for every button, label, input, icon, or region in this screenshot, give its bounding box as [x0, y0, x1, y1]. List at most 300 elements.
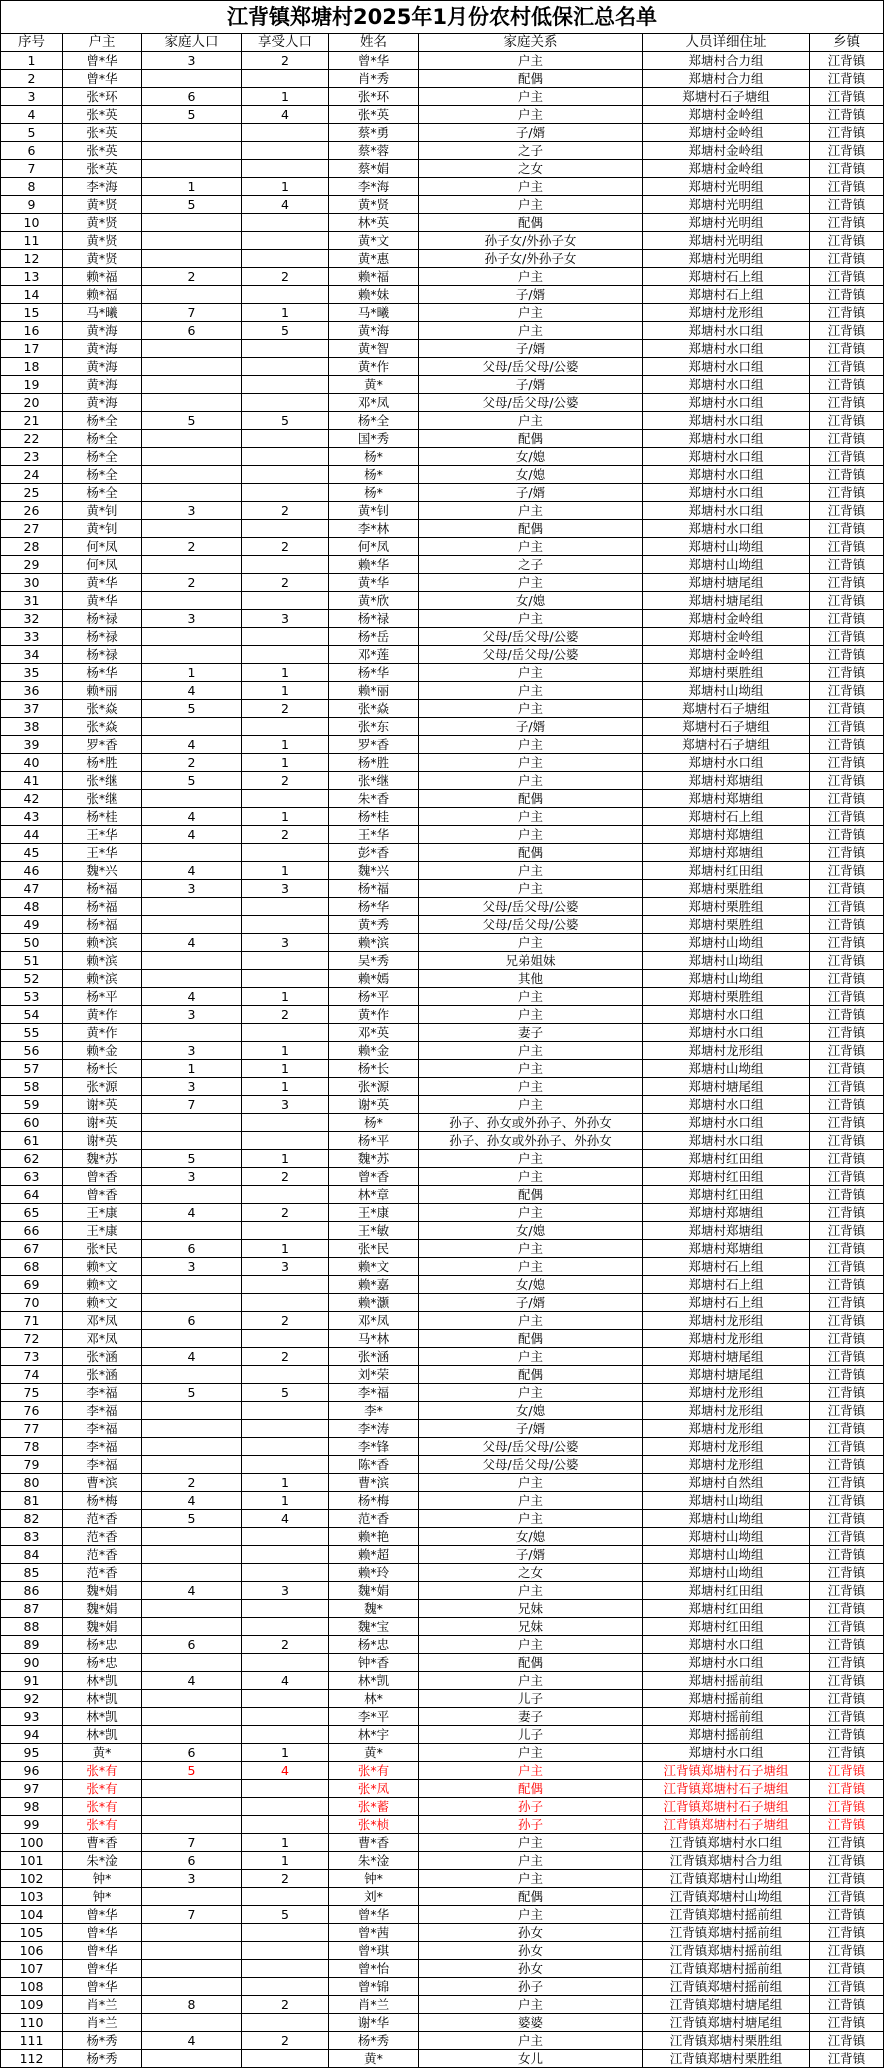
cell-name: 杨*福 — [329, 880, 419, 898]
cell-relation: 之子 — [419, 142, 643, 160]
cell-name: 曾*锦 — [329, 1978, 419, 1996]
cell-household-head: 钟* — [63, 1888, 142, 1906]
cell-no: 17 — [1, 340, 63, 358]
cell-address: 郑塘村塘尾组 — [643, 1348, 810, 1366]
cell-town: 江背镇 — [810, 394, 884, 412]
cell-benefit-count — [242, 1618, 329, 1636]
cell-address: 郑塘村郑塘组 — [643, 826, 810, 844]
table-row — [1, 628, 884, 646]
cell-address: 郑塘村金岭组 — [643, 646, 810, 664]
cell-household-head: 李*海 — [63, 178, 142, 196]
cell-family-size: 7 — [142, 304, 242, 322]
cell-address: 江背镇郑塘村山坳组 — [643, 1870, 810, 1888]
cell-name: 赖*文 — [329, 1258, 419, 1276]
cell-family-size: 5 — [142, 1384, 242, 1402]
cell-address: 郑塘村水口组 — [643, 1132, 810, 1150]
cell-address: 郑塘村郑塘组 — [643, 1204, 810, 1222]
cell-family-size — [142, 340, 242, 358]
cell-name: 邓*凤 — [329, 394, 419, 412]
cell-name: 李*涛 — [329, 1420, 419, 1438]
cell-address: 郑塘村塘尾组 — [643, 574, 810, 592]
cell-town: 江背镇 — [810, 934, 884, 952]
cell-household-head: 王*康 — [63, 1204, 142, 1222]
cell-benefit-count: 1 — [242, 1474, 329, 1492]
cell-name: 曾*华 — [329, 1906, 419, 1924]
cell-address: 郑塘村龙形组 — [643, 1438, 810, 1456]
cell-relation: 户主 — [419, 1852, 643, 1870]
cell-name: 赖*嫣 — [329, 970, 419, 988]
cell-town: 江背镇 — [810, 826, 884, 844]
cell-family-size — [142, 124, 242, 142]
cell-relation: 孙子女/外孙子女 — [419, 232, 643, 250]
cell-relation: 户主 — [419, 682, 643, 700]
cell-family-size: 6 — [142, 1636, 242, 1654]
cell-address: 郑塘村郑塘组 — [643, 1222, 810, 1240]
cell-no: 5 — [1, 124, 63, 142]
cell-no: 38 — [1, 718, 63, 736]
cell-household-head: 曾*华 — [63, 1924, 142, 1942]
cell-family-size: 5 — [142, 196, 242, 214]
table-row — [1, 754, 884, 772]
cell-address: 郑塘村石上组 — [643, 1294, 810, 1312]
cell-address: 郑塘村栗胜组 — [643, 988, 810, 1006]
cell-relation: 儿子 — [419, 1690, 643, 1708]
cell-town: 江背镇 — [810, 196, 884, 214]
cell-town: 江背镇 — [810, 1600, 884, 1618]
cell-name: 蔡*蓉 — [329, 142, 419, 160]
cell-household-head: 杨*忠 — [63, 1654, 142, 1672]
header-benefit-count: 享受人口 — [242, 34, 329, 52]
cell-town: 江背镇 — [810, 160, 884, 178]
cell-relation: 女/媳 — [419, 448, 643, 466]
cell-name: 张*东 — [329, 718, 419, 736]
cell-address: 郑塘村水口组 — [643, 502, 810, 520]
cell-no: 6 — [1, 142, 63, 160]
cell-no: 36 — [1, 682, 63, 700]
cell-relation: 户主 — [419, 178, 643, 196]
table-row — [1, 1600, 884, 1618]
cell-no: 2 — [1, 70, 63, 88]
table-row — [1, 574, 884, 592]
cell-relation: 配偶 — [419, 520, 643, 538]
cell-name: 谢*华 — [329, 2014, 419, 2032]
cell-household-head: 魏*兴 — [63, 862, 142, 880]
cell-benefit-count: 2 — [242, 1348, 329, 1366]
cell-address: 郑塘村水口组 — [643, 1636, 810, 1654]
cell-town: 江背镇 — [810, 106, 884, 124]
header-family-size: 家庭人口 — [142, 34, 242, 52]
cell-benefit-count — [242, 1888, 329, 1906]
cell-relation: 父母/岳父母/公婆 — [419, 1438, 643, 1456]
cell-family-size: 6 — [142, 1312, 242, 1330]
cell-household-head: 黄*钊 — [63, 520, 142, 538]
cell-town: 江背镇 — [810, 286, 884, 304]
table-row — [1, 1834, 884, 1852]
table-row — [1, 88, 884, 106]
cell-name: 李*福 — [329, 1384, 419, 1402]
cell-address: 郑塘村山坳组 — [643, 934, 810, 952]
cell-no: 19 — [1, 376, 63, 394]
table-row — [1, 862, 884, 880]
cell-household-head: 范*香 — [63, 1510, 142, 1528]
table-row — [1, 1222, 884, 1240]
cell-benefit-count: 5 — [242, 322, 329, 340]
cell-address: 江背镇郑塘村摇前组 — [643, 1906, 810, 1924]
cell-family-size: 3 — [142, 1006, 242, 1024]
cell-name: 钟* — [329, 1870, 419, 1888]
cell-address: 江背镇郑塘村合力组 — [643, 1852, 810, 1870]
table-row — [1, 790, 884, 808]
cell-relation: 户主 — [419, 1492, 643, 1510]
cell-town: 江背镇 — [810, 1042, 884, 1060]
cell-town: 江背镇 — [810, 340, 884, 358]
cell-relation: 户主 — [419, 1006, 643, 1024]
cell-relation: 配偶 — [419, 1780, 643, 1798]
cell-no: 69 — [1, 1276, 63, 1294]
cell-family-size: 2 — [142, 538, 242, 556]
cell-name: 陈*香 — [329, 1456, 419, 1474]
cell-no: 33 — [1, 628, 63, 646]
cell-family-size — [142, 916, 242, 934]
cell-relation: 兄弟姐妹 — [419, 952, 643, 970]
cell-benefit-count — [242, 1600, 329, 1618]
cell-town: 江背镇 — [810, 1870, 884, 1888]
table-row — [1, 1690, 884, 1708]
cell-household-head: 林*凯 — [63, 1726, 142, 1744]
cell-town: 江背镇 — [810, 772, 884, 790]
cell-address: 郑塘村塘尾组 — [643, 592, 810, 610]
cell-benefit-count: 2 — [242, 52, 329, 70]
cell-family-size — [142, 142, 242, 160]
cell-no: 80 — [1, 1474, 63, 1492]
cell-household-head: 林*凯 — [63, 1690, 142, 1708]
cell-address: 郑塘村山坳组 — [643, 1564, 810, 1582]
cell-family-size: 2 — [142, 754, 242, 772]
cell-benefit-count: 2 — [242, 1312, 329, 1330]
cell-household-head: 杨*禄 — [63, 610, 142, 628]
cell-household-head: 林*凯 — [63, 1672, 142, 1690]
table-row — [1, 304, 884, 322]
table-row — [1, 1276, 884, 1294]
cell-household-head: 赖*丽 — [63, 682, 142, 700]
table-row — [1, 988, 884, 1006]
cell-no: 27 — [1, 520, 63, 538]
table-row — [1, 1438, 884, 1456]
cell-benefit-count: 5 — [242, 1384, 329, 1402]
cell-no: 22 — [1, 430, 63, 448]
table-row — [1, 1978, 884, 1996]
cell-household-head: 何*凤 — [63, 556, 142, 574]
cell-address: 郑塘村水口组 — [643, 376, 810, 394]
cell-benefit-count: 1 — [242, 304, 329, 322]
table-row — [1, 772, 884, 790]
cell-household-head: 黄*贤 — [63, 196, 142, 214]
table-row — [1, 1780, 884, 1798]
cell-household-head: 张*有 — [63, 1816, 142, 1834]
cell-relation: 孙子 — [419, 1816, 643, 1834]
cell-family-size: 4 — [142, 1348, 242, 1366]
cell-benefit-count — [242, 142, 329, 160]
cell-no: 77 — [1, 1420, 63, 1438]
cell-name: 黄*智 — [329, 340, 419, 358]
cell-town: 江背镇 — [810, 1528, 884, 1546]
cell-town: 江背镇 — [810, 700, 884, 718]
cell-no: 35 — [1, 664, 63, 682]
cell-benefit-count: 4 — [242, 1510, 329, 1528]
cell-town: 江背镇 — [810, 502, 884, 520]
cell-family-size: 4 — [142, 682, 242, 700]
cell-family-size — [142, 2050, 242, 2068]
cell-town: 江背镇 — [810, 1168, 884, 1186]
cell-town: 江背镇 — [810, 1096, 884, 1114]
cell-no: 31 — [1, 592, 63, 610]
table-row — [1, 700, 884, 718]
cell-no: 75 — [1, 1384, 63, 1402]
cell-town: 江背镇 — [810, 1564, 884, 1582]
cell-relation: 妻子 — [419, 1708, 643, 1726]
cell-household-head: 张*继 — [63, 790, 142, 808]
cell-benefit-count: 1 — [242, 1042, 329, 1060]
table-row — [1, 1258, 884, 1276]
cell-name: 张*涵 — [329, 1348, 419, 1366]
cell-town: 江背镇 — [810, 214, 884, 232]
cell-family-size: 8 — [142, 1996, 242, 2014]
table-row — [1, 736, 884, 754]
cell-no: 3 — [1, 88, 63, 106]
cell-name: 邓*英 — [329, 1024, 419, 1042]
cell-name: 魏*苏 — [329, 1150, 419, 1168]
cell-town: 江背镇 — [810, 1924, 884, 1942]
cell-name: 李*锋 — [329, 1438, 419, 1456]
cell-household-head: 赖*滨 — [63, 934, 142, 952]
cell-family-size: 3 — [142, 52, 242, 70]
cell-town: 江背镇 — [810, 304, 884, 322]
table-row — [1, 1510, 884, 1528]
cell-family-size — [142, 1726, 242, 1744]
cell-benefit-count — [242, 1420, 329, 1438]
cell-no: 23 — [1, 448, 63, 466]
cell-household-head: 张*环 — [63, 88, 142, 106]
cell-town: 江背镇 — [810, 1510, 884, 1528]
cell-town: 江背镇 — [810, 790, 884, 808]
table-row — [1, 898, 884, 916]
cell-household-head: 张*英 — [63, 160, 142, 178]
table-row — [1, 394, 884, 412]
table-row — [1, 142, 884, 160]
table-row — [1, 1582, 884, 1600]
table-row — [1, 1654, 884, 1672]
cell-no: 66 — [1, 1222, 63, 1240]
cell-relation: 户主 — [419, 304, 643, 322]
cell-family-size — [142, 1618, 242, 1636]
cell-relation: 户主 — [419, 880, 643, 898]
cell-name: 黄*作 — [329, 358, 419, 376]
cell-no: 64 — [1, 1186, 63, 1204]
cell-town: 江背镇 — [810, 1546, 884, 1564]
cell-no: 100 — [1, 1834, 63, 1852]
cell-no: 51 — [1, 952, 63, 970]
table-row — [1, 826, 884, 844]
cell-benefit-count: 1 — [242, 862, 329, 880]
cell-name: 赖*华 — [329, 556, 419, 574]
table-row — [1, 1960, 884, 1978]
cell-household-head: 邓*凤 — [63, 1312, 142, 1330]
cell-relation: 女/媳 — [419, 466, 643, 484]
cell-name: 杨*长 — [329, 1060, 419, 1078]
cell-town: 江背镇 — [810, 1006, 884, 1024]
cell-name: 杨*华 — [329, 898, 419, 916]
cell-household-head: 范*香 — [63, 1528, 142, 1546]
cell-household-head: 杨*全 — [63, 466, 142, 484]
cell-household-head: 黄*贤 — [63, 214, 142, 232]
cell-benefit-count: 1 — [242, 808, 329, 826]
cell-relation: 户主 — [419, 538, 643, 556]
cell-relation: 配偶 — [419, 1186, 643, 1204]
cell-town: 江背镇 — [810, 682, 884, 700]
cell-family-size: 7 — [142, 1096, 242, 1114]
cell-household-head: 杨*全 — [63, 448, 142, 466]
header-household-head: 户主 — [63, 34, 142, 52]
cell-household-head: 魏*娟 — [63, 1618, 142, 1636]
cell-family-size — [142, 1114, 242, 1132]
cell-address: 郑塘村水口组 — [643, 358, 810, 376]
cell-no: 102 — [1, 1870, 63, 1888]
cell-no: 55 — [1, 1024, 63, 1042]
cell-benefit-count: 1 — [242, 1744, 329, 1762]
cell-name: 魏*宝 — [329, 1618, 419, 1636]
cell-address: 郑塘村摇前组 — [643, 1708, 810, 1726]
cell-name: 杨*岳 — [329, 628, 419, 646]
cell-town: 江背镇 — [810, 1456, 884, 1474]
table-row — [1, 610, 884, 628]
cell-relation: 户主 — [419, 826, 643, 844]
table-row — [1, 1240, 884, 1258]
cell-benefit-count — [242, 466, 329, 484]
cell-family-size — [142, 718, 242, 736]
cell-town: 江背镇 — [810, 1960, 884, 1978]
cell-town: 江背镇 — [810, 250, 884, 268]
table-row — [1, 1870, 884, 1888]
table-row — [1, 1420, 884, 1438]
cell-name: 曾*琪 — [329, 1942, 419, 1960]
cell-address: 郑塘村山坳组 — [643, 1492, 810, 1510]
cell-benefit-count — [242, 628, 329, 646]
cell-address: 郑塘村自然组 — [643, 1474, 810, 1492]
cell-name: 曹*滨 — [329, 1474, 419, 1492]
cell-no: 14 — [1, 286, 63, 304]
table-row — [1, 1816, 884, 1834]
table-row — [1, 106, 884, 124]
cell-relation: 户主 — [419, 1870, 643, 1888]
cell-benefit-count — [242, 1726, 329, 1744]
cell-household-head: 王*华 — [63, 844, 142, 862]
cell-benefit-count — [242, 2050, 329, 2068]
table-row — [1, 1726, 884, 1744]
cell-town: 江背镇 — [810, 1618, 884, 1636]
cell-family-size — [142, 898, 242, 916]
cell-no: 82 — [1, 1510, 63, 1528]
cell-relation: 妻子 — [419, 1024, 643, 1042]
cell-name: 刘*荣 — [329, 1366, 419, 1384]
cell-family-size — [142, 1960, 242, 1978]
cell-name: 黄*文 — [329, 232, 419, 250]
cell-relation: 户主 — [419, 1996, 643, 2014]
cell-name: 黄* — [329, 376, 419, 394]
cell-name: 马*曦 — [329, 304, 419, 322]
table-row — [1, 1060, 884, 1078]
cell-name: 国*秀 — [329, 430, 419, 448]
cell-address: 郑塘村石上组 — [643, 1276, 810, 1294]
cell-relation: 户主 — [419, 1474, 643, 1492]
cell-family-size: 1 — [142, 178, 242, 196]
cell-family-size — [142, 1780, 242, 1798]
cell-benefit-count — [242, 160, 329, 178]
cell-family-size: 2 — [142, 1474, 242, 1492]
cell-family-size — [142, 556, 242, 574]
cell-address: 郑塘村龙形组 — [643, 1330, 810, 1348]
cell-name: 杨* — [329, 1114, 419, 1132]
cell-no: 108 — [1, 1978, 63, 1996]
cell-no: 41 — [1, 772, 63, 790]
cell-address: 郑塘村栗胜组 — [643, 880, 810, 898]
cell-relation: 户主 — [419, 736, 643, 754]
cell-town: 江背镇 — [810, 142, 884, 160]
cell-address: 郑塘村龙形组 — [643, 1312, 810, 1330]
cell-no: 87 — [1, 1600, 63, 1618]
cell-address: 郑塘村水口组 — [643, 1024, 810, 1042]
cell-town: 江背镇 — [810, 484, 884, 502]
cell-address: 郑塘村石上组 — [643, 286, 810, 304]
cell-town: 江背镇 — [810, 178, 884, 196]
cell-household-head: 曹*滨 — [63, 1474, 142, 1492]
cell-name: 李*平 — [329, 1708, 419, 1726]
cell-benefit-count: 1 — [242, 88, 329, 106]
cell-relation: 孙子、孙女或外孙子、外孙女 — [419, 1132, 643, 1150]
cell-no: 56 — [1, 1042, 63, 1060]
cell-relation: 户主 — [419, 988, 643, 1006]
cell-no: 20 — [1, 394, 63, 412]
cell-benefit-count: 1 — [242, 754, 329, 772]
cell-town: 江背镇 — [810, 1762, 884, 1780]
cell-address: 郑塘村金岭组 — [643, 124, 810, 142]
cell-town: 江背镇 — [810, 2050, 884, 2068]
table-row — [1, 1744, 884, 1762]
table-row — [1, 1672, 884, 1690]
cell-benefit-count — [242, 844, 329, 862]
cell-town: 江背镇 — [810, 556, 884, 574]
cell-benefit-count: 4 — [242, 106, 329, 124]
cell-household-head: 李*福 — [63, 1402, 142, 1420]
cell-benefit-count: 5 — [242, 1906, 329, 1924]
cell-no: 42 — [1, 790, 63, 808]
cell-name: 杨* — [329, 466, 419, 484]
cell-address: 郑塘村红田组 — [643, 1582, 810, 1600]
cell-relation: 配偶 — [419, 1366, 643, 1384]
table-row — [1, 1888, 884, 1906]
cell-name: 何*凤 — [329, 538, 419, 556]
cell-address: 郑塘村塘尾组 — [643, 1366, 810, 1384]
cell-relation: 子/婿 — [419, 124, 643, 142]
cell-address: 郑塘村摇前组 — [643, 1690, 810, 1708]
cell-name: 杨*平 — [329, 988, 419, 1006]
cell-town: 江背镇 — [810, 1744, 884, 1762]
cell-household-head: 杨*胜 — [63, 754, 142, 772]
cell-benefit-count — [242, 1798, 329, 1816]
cell-no: 91 — [1, 1672, 63, 1690]
cell-name: 黄*钊 — [329, 502, 419, 520]
cell-address: 郑塘村山坳组 — [643, 1510, 810, 1528]
cell-household-head: 范*香 — [63, 1546, 142, 1564]
